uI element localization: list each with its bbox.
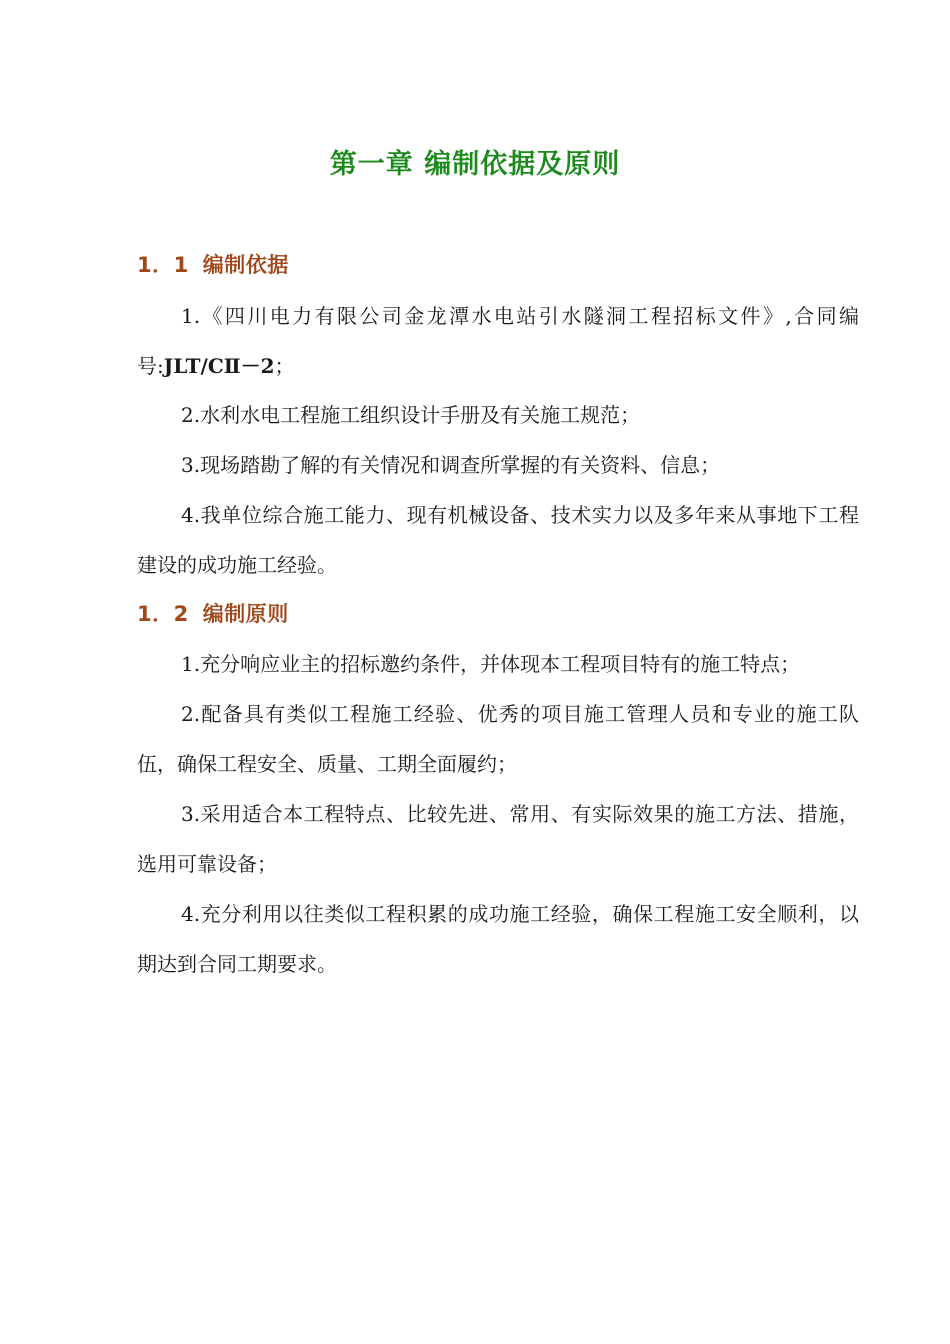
section-heading-1-1 — [137, 250, 289, 280]
paragraph-principle-2: 2.配备具有类似工程施工经验、优秀的项目施工管理人员和专业的施工队伍，确保工程安全、质量、工期全面履约； — [137, 702, 859, 776]
section-number: 1．1 — [137, 253, 189, 277]
paragraph-basis-1 — [137, 291, 859, 391]
paragraph-principle-3: 3.采用适合本工程特点、比较先进、常用、有实际效果的施工方法、措施，选用可靠设备； — [137, 802, 859, 876]
section-title: 编制原则 — [202, 602, 289, 626]
chapter-title: 第一章 编制依据及原则 — [329, 149, 621, 180]
paragraph-principle-1: 1.充分响应业主的招标邀约条件，并体现本工程项目特有的施工特点； — [181, 652, 801, 676]
paragraph-basis-4: 4.我单位综合施工能力、现有机械设备、技术实力以及多年来从事地下工程建设的成功施工经验。 — [137, 503, 859, 577]
section-title: 编制依据 — [202, 253, 289, 277]
paragraph-text-end: ； — [274, 354, 295, 378]
paragraph-principle-4: 4.充分利用以往类似工程积累的成功施工经验，确保工程施工安全顺利，以期达到合同工期要求。 — [137, 902, 859, 976]
section-heading-1-2 — [137, 599, 289, 629]
paragraph-basis-2: 2.水利水电工程施工组织设计手册及有关施工规范； — [181, 403, 641, 427]
section-number: 1．2 — [137, 602, 189, 626]
contract-code: JLT/CⅡ－2 — [163, 354, 275, 378]
paragraph-text: 1.《四川电力有限公司金龙潭水电站引水隧洞工程招标文件》,合同编号: — [137, 304, 859, 378]
paragraph-basis-3: 3.现场踏勘了解的有关情况和调查所掌握的有关资料、信息； — [181, 453, 721, 477]
